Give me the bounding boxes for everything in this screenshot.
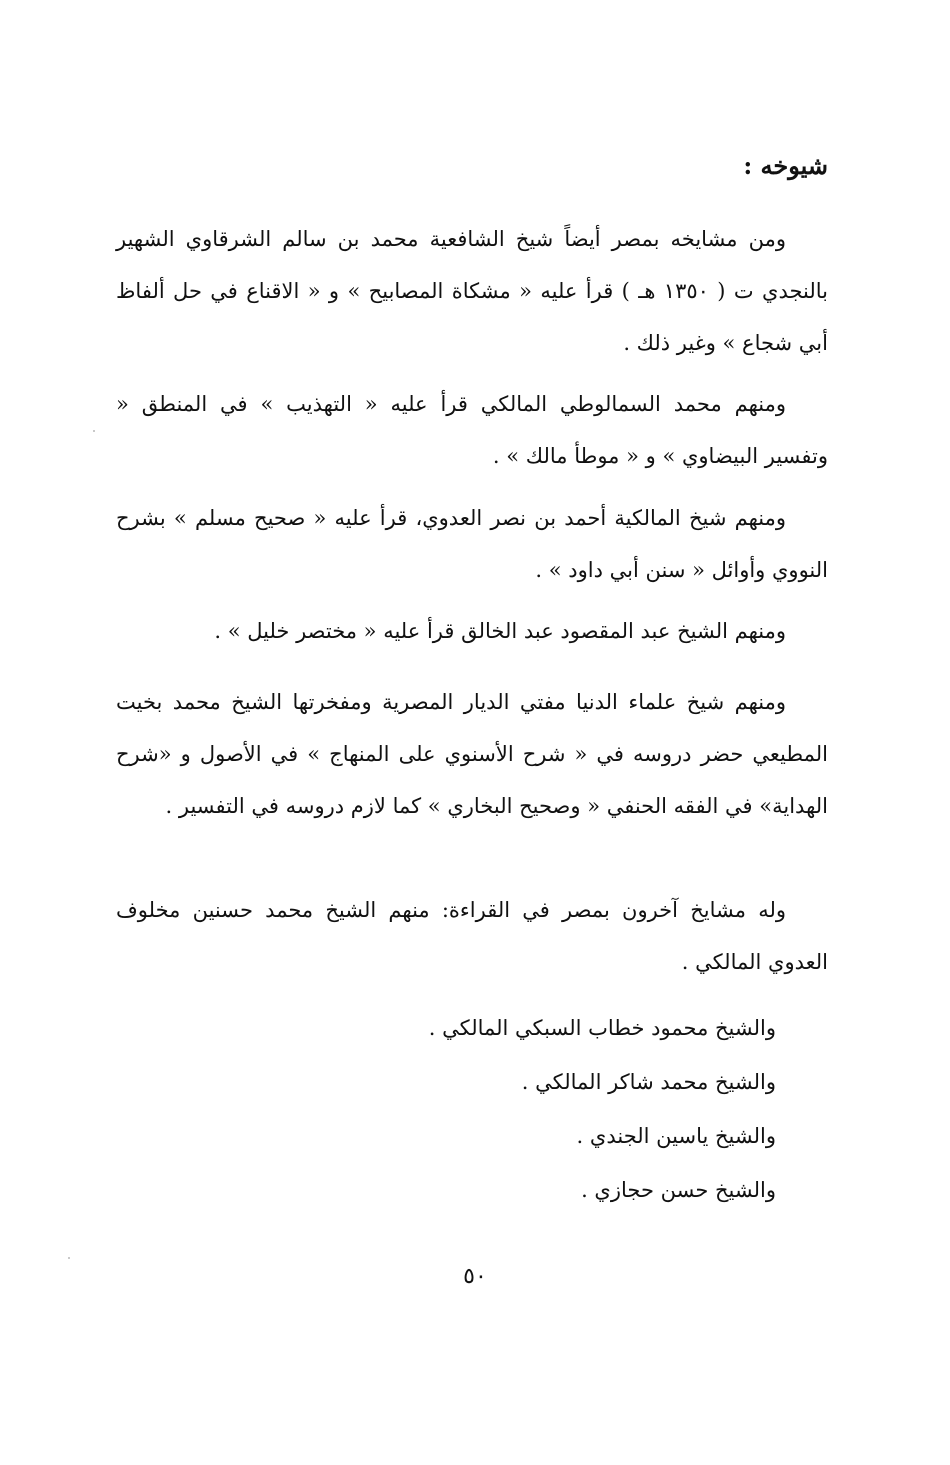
paragraph-quran-teachers: وله مشايخ آخرون بمصر في القراءة: منهم الشيخ محمد حسنين مخلوف العدوي المالكي . bbox=[116, 898, 828, 974]
paragraph-adawi: ومنهم شيخ المالكية أحمد بن نصر العدوي، قرأ عليه « صحيح مسلم » بشرح النووي وأوائل « سنن أبي داود » . bbox=[116, 506, 828, 582]
paragraph-bakhit-mutiei: ومنهم شيخ علماء الدنيا مفتي الديار المصرية ومفخرتها الشيخ محمد بخيت المطيعي حضر دروسه في « شرح الأسنوي على المنهاج » في الأصول و «شرح الهداية» في الفقه الحنفي « وصحيح البخاري » كما لازم دروسه في التفسير . bbox=[116, 690, 828, 818]
scan-speck bbox=[68, 1257, 70, 1259]
list-item: والشيخ حسن حجازي . bbox=[581, 1178, 776, 1202]
list-item: والشيخ ياسين الجندي . bbox=[576, 1124, 776, 1148]
paragraph-abdulmaqsud: ومنهم الشيخ عبد المقصود عبد الخالق قرأ عليه « مختصر خليل » . bbox=[214, 619, 786, 643]
list-item: والشيخ محمود خطاب السبكي المالكي . bbox=[428, 1016, 776, 1040]
paragraph-samalouti: ومنهم محمد السمالوطي المالكي قرأ عليه « التهذيب » في المنطق « وتفسير البيضاوي » و « موطأ مالك » . bbox=[116, 392, 828, 468]
section-heading: شيوخه : bbox=[743, 151, 828, 180]
list-item: والشيخ محمد شاكر المالكي . bbox=[521, 1070, 776, 1094]
teachers-list bbox=[176, 1001, 776, 1217]
paragraph-sharqawi: ومن مشايخه بمصر أيضاً شيخ الشافعية محمد بن سالم الشرقاوي الشهير بالنجدي ت ( ١٣٥٠ هـ ) قرأ عليه « مشكاة المصابيح » و « الاقناع في حل ألفاظ أبي شجاع » وغير ذلك . bbox=[116, 227, 828, 355]
scan-speck bbox=[93, 430, 95, 432]
page-number: ٥٠ bbox=[463, 1264, 487, 1289]
